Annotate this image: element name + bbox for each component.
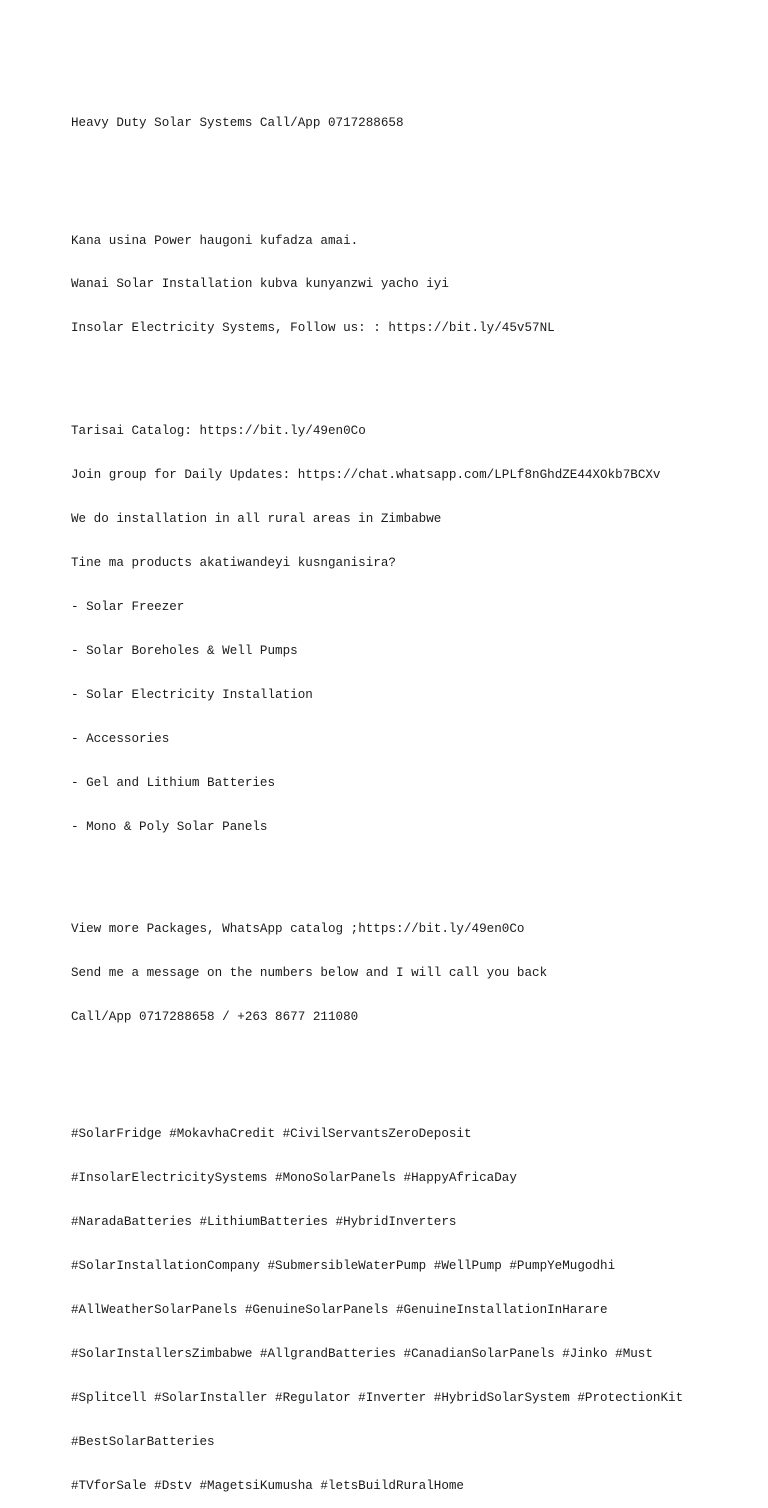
- follow-us-link[interactable]: https://bit.ly/45v57NL: [388, 321, 555, 336]
- group-label: Join group for Daily Updates:: [71, 467, 298, 482]
- hashtag-line: #BestSolarBatteries: [71, 1434, 215, 1449]
- catalog-label: Tarisai Catalog:: [71, 424, 200, 438]
- whatsapp-group-link[interactable]: https://chat.whatsapp.com/LPLf8nGhdZE44XOkb7BCXv: [297, 467, 661, 482]
- spacer: [71, 864, 751, 879]
- product-item: - Gel and Lithium Batteries: [71, 775, 276, 790]
- hashtag-line: #SolarInstallationCompany #SubmersibleWaterPump #WellPump #PumpYeMugodhi: [71, 1259, 616, 1274]
- hashtag-line: #Splitcell #SolarInstaller #Regulator #Inverter #HybridSolarSystem #ProtectionKit: [71, 1390, 684, 1405]
- hashtag-line: #SolarFridge #MokavhaCredit #CivilServantsZeroDeposit: [71, 1127, 472, 1142]
- hashtag-line: #SolarInstallersZimbabwe #AllgrandBatteries #CanadianSolarPanels #Jinko #Must: [71, 1347, 653, 1362]
- hashtag-line: #NaradaBatteries #LithiumBatteries #HybridInverters: [71, 1215, 457, 1230]
- product-item: - Solar Electricity Installation: [71, 687, 313, 702]
- message-line: Send me a message on the numbers below and I will call you back: [71, 966, 548, 981]
- view-more-label: View more Packages, WhatsApp catalog ;: [71, 922, 359, 937]
- intro-line-1: Kana usina Power haugoni kufadza amai.: [71, 233, 359, 248]
- hashtag-line: #InsolarElectricitySystems #MonoSolarPanels #HappyAfricaDay: [71, 1171, 517, 1186]
- spacer: [71, 160, 751, 189]
- document-page: [71, 87, 751, 1508]
- hashtag-line: #AllWeatherSolarPanels #GenuineSolarPanels #GenuineInstallationInHarare: [71, 1303, 608, 1318]
- installation-line: We do installation in all rural areas in Zimbabwe: [71, 511, 442, 526]
- spacer: [71, 365, 751, 380]
- product-item: - Accessories: [71, 731, 170, 746]
- group-line: [71, 468, 751, 483]
- catalog-link[interactable]: https://bit.ly/49en0Co: [199, 424, 366, 438]
- view-more-line: [71, 922, 751, 937]
- document-title: Heavy Duty Solar Systems Call/App 0717288658: [71, 116, 404, 131]
- intro-line-3: [71, 321, 751, 336]
- call-line: Call/App 0717288658 / +263 8677 211080: [71, 1010, 359, 1025]
- hashtag-line: #TVforSale #Dstv #MagetsiKumusha #letsBuildRuralHome: [71, 1478, 464, 1493]
- product-item: - Solar Freezer: [71, 599, 185, 614]
- follow-us-label: Insolar Electricity Systems, Follow us: :: [71, 321, 389, 336]
- product-item: - Solar Boreholes & Well Pumps: [71, 643, 298, 658]
- catalog-line: [71, 424, 751, 439]
- products-heading: Tine ma products akatiwandeyi kusnganisira?: [71, 555, 396, 570]
- intro-line-2: Wanai Solar Installation kubva kunyanzwi yacho iyi: [71, 277, 449, 292]
- whatsapp-catalog-link[interactable]: https://bit.ly/49en0Co: [358, 922, 525, 937]
- spacer: [71, 1054, 751, 1083]
- product-item: - Mono & Poly Solar Panels: [71, 819, 268, 834]
